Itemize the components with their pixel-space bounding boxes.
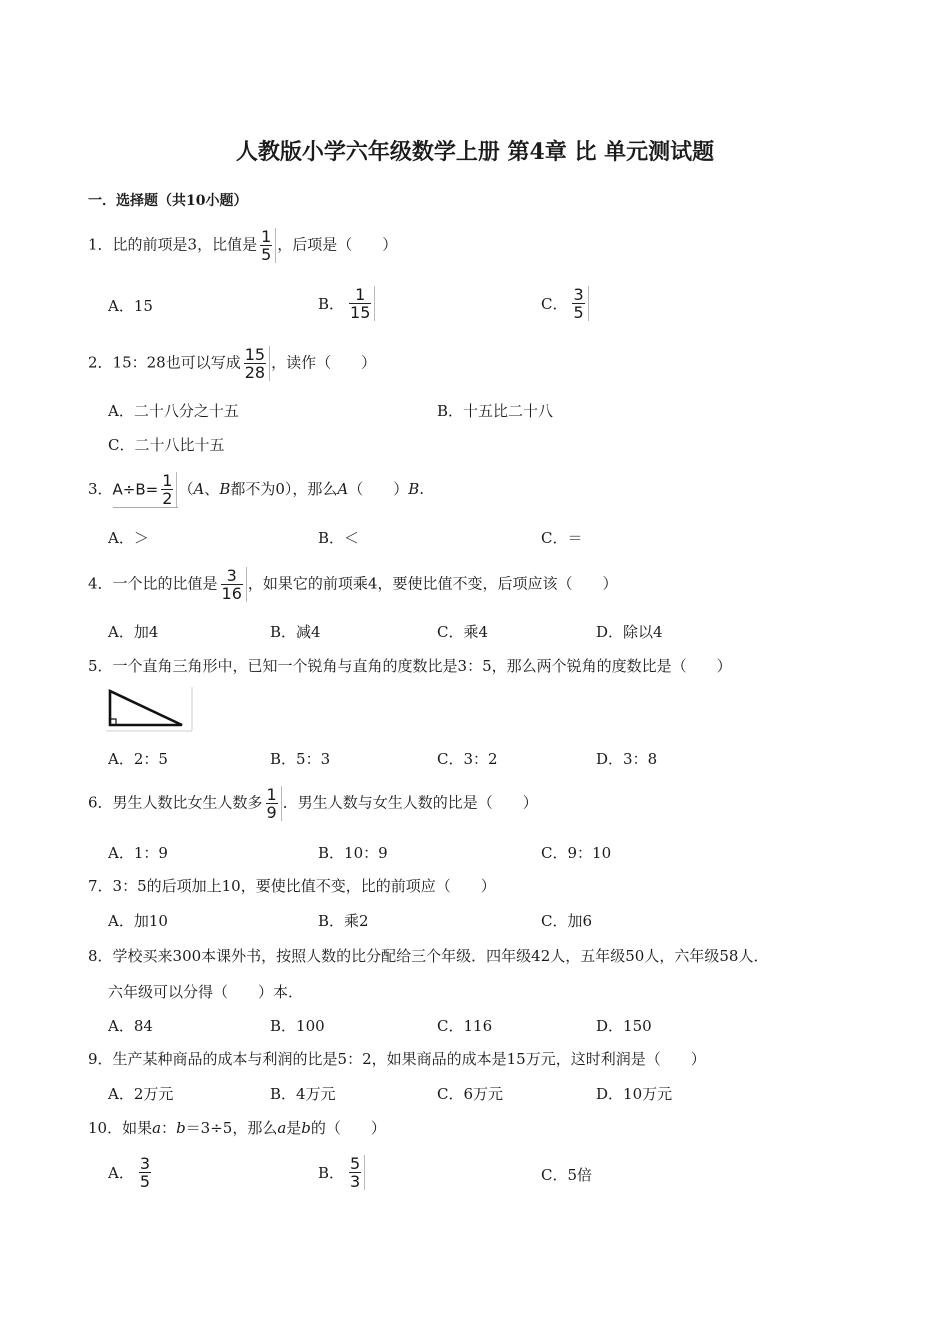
question-6 [88, 786, 538, 821]
q3-eq-lhs: A÷B= [112, 480, 159, 499]
q1-b-label: B． [318, 294, 345, 313]
q3-frac-num: 1 [162, 471, 173, 490]
q10-a-num: 3 [139, 1154, 151, 1173]
q1-option-b[interactable] [318, 286, 376, 321]
q7-option-a[interactable]: A．加10 [108, 912, 168, 930]
page-title: 人教版小学六年级数学上册 第4章 比 单元测试题 [235, 139, 715, 165]
question-5: 5．一个直角三角形中，已知一个锐角与直角的度数比是3：5，那么两个锐角的度数比是（ ） [88, 657, 732, 675]
right-triangle-figure [106, 687, 194, 733]
q10-a-fraction [137, 1155, 154, 1190]
q5-option-c[interactable]: C．3：2 [437, 750, 498, 768]
q1-a-label: A． [108, 297, 134, 315]
q3-frac-den: 2 [162, 489, 173, 508]
q4-option-b[interactable]: B．减4 [270, 623, 321, 641]
q9-option-a[interactable]: A．2万元 [108, 1085, 174, 1103]
q9-option-b[interactable]: B．4万元 [270, 1085, 336, 1103]
q2-stem-fraction [242, 346, 270, 381]
q5-option-b[interactable]: B．5：3 [270, 750, 331, 768]
q10-b-label: B． [318, 1163, 345, 1182]
q3-option-b[interactable]: B．＜ [318, 529, 360, 547]
q8-option-c[interactable]: C．116 [437, 1017, 493, 1035]
q1-option-a[interactable] [108, 296, 153, 316]
q10-a-label: A． [108, 1163, 134, 1182]
q10-number: 10．如果 [88, 1119, 153, 1137]
q1-c-label: C． [541, 294, 568, 313]
q6-frac-den: 9 [266, 803, 277, 822]
q6-option-b[interactable]: B．10：9 [318, 844, 388, 862]
q6-stem-fraction [264, 786, 282, 821]
q4-stem-pre: 4．一个比的比值是 [88, 574, 218, 593]
q3-number: 3． [88, 480, 113, 498]
q10-is: 是 [286, 1119, 302, 1137]
q4-option-a[interactable]: A．加4 [108, 623, 159, 641]
q1-frac-num: 1 [261, 227, 272, 246]
q10-option-a[interactable] [108, 1155, 155, 1190]
q8-option-b[interactable]: B．100 [270, 1017, 325, 1035]
q1-c-den: 5 [573, 303, 584, 322]
q8-option-d[interactable]: D．150 [596, 1017, 652, 1035]
q3-option-c[interactable]: C．＝ [541, 529, 583, 547]
q6-frac-num: 1 [266, 785, 277, 804]
q2-frac-den: 28 [244, 363, 266, 382]
q3-var-a: A [193, 480, 205, 498]
q1-option-c[interactable] [541, 286, 590, 321]
q10-option-b[interactable] [318, 1155, 366, 1190]
q3-option-a[interactable]: A．＞ [108, 529, 149, 547]
q1-frac-den: 5 [261, 245, 272, 264]
q10-var-a: a [152, 1119, 162, 1137]
q4-option-d[interactable]: D．除以4 [596, 623, 663, 641]
q6-stem-pre: 6．男生人数比女生人数多 [88, 793, 263, 812]
q3-condition: 都不为0），那么 [230, 480, 338, 498]
q10-post: 的（ ） [310, 1119, 386, 1137]
q1-stem-post: ，后项是（ ） [277, 235, 398, 254]
q10-a-den: 5 [139, 1172, 151, 1191]
q10-var-a2: a [277, 1119, 287, 1137]
q4-stem-post: ，如果它的前项乘4，要使比值不变，后项应该（ ） [247, 574, 618, 593]
q3-blank: （ ） [348, 480, 409, 498]
q10-var-b2: b [301, 1119, 311, 1137]
q6-option-c[interactable]: C．9：10 [541, 844, 612, 862]
q2-frac-num: 15 [244, 345, 266, 364]
q1-stem-pre: 1．比的前项是3，比值是 [88, 235, 258, 254]
question-10 [88, 1118, 386, 1138]
question-8-line-2: 六年级可以分得（ ）本． [108, 983, 304, 1001]
question-3 [88, 472, 424, 508]
question-8-line-1: 8．学校买来300本课外书，按照人数的比分配给三个年级．四年级42人，五年级50人，六年级58人． [88, 947, 769, 965]
q3-eq-fraction [159, 472, 177, 507]
q3-equation [113, 472, 179, 508]
question-9: 9．生产某种商品的成本与利润的比是5：2，如果商品的成本是15万元，这时利润是（ ） [88, 1050, 706, 1068]
section-heading: 一．选择题（共10小题） [88, 193, 248, 209]
q4-option-c[interactable]: C．乘4 [437, 623, 489, 641]
q10-c-text: 5倍 [567, 1166, 593, 1184]
q1-stem-fraction [258, 228, 276, 263]
question-1 [88, 228, 397, 263]
q3-end: . [419, 480, 425, 498]
q2-option-b[interactable]: B．十五比二十八 [437, 402, 554, 420]
q7-option-b[interactable]: B．乘2 [318, 912, 369, 930]
q1-c-num: 3 [573, 285, 584, 304]
q3-var-a2: A [337, 480, 349, 498]
q7-option-c[interactable]: C．加6 [541, 912, 593, 930]
q4-frac-den: 16 [221, 584, 242, 603]
q10-b-num: 5 [350, 1154, 361, 1173]
q10-b-fraction [347, 1155, 365, 1190]
q1-a-text: 15 [133, 297, 153, 315]
q9-option-c[interactable]: C．6万元 [437, 1085, 504, 1103]
q1-c-fraction [570, 286, 588, 321]
question-2 [88, 346, 376, 381]
q4-stem-fraction [219, 567, 247, 602]
q1-b-den: 15 [350, 303, 371, 322]
q5-option-a[interactable]: A．2：5 [108, 750, 168, 768]
q2-option-c[interactable]: C．二十八比十五 [108, 436, 225, 454]
q3-var-b: B [219, 480, 231, 498]
q3-paren: （ [178, 480, 194, 498]
q10-var-b: b [176, 1119, 186, 1137]
q3-sep: 、 [204, 480, 220, 498]
q6-option-a[interactable]: A．1：9 [108, 844, 168, 862]
question-7: 7．3：5的后项加上10，要使比值不变，比的前项应（ ） [88, 877, 496, 895]
q5-option-d[interactable]: D．3：8 [596, 750, 658, 768]
q10-c-label: C． [541, 1166, 568, 1184]
q1-b-fraction [347, 286, 375, 321]
q10-eq: ＝3÷5，那么 [185, 1119, 278, 1137]
q6-stem-post: ．男生人数与女生人数的比是（ ） [282, 793, 538, 812]
q8-option-a[interactable]: A．84 [108, 1017, 153, 1035]
q2-option-a[interactable]: A．二十八分之十五 [108, 402, 239, 420]
q10-option-c[interactable] [541, 1165, 592, 1185]
q2-stem-pre: 2．15：28也可以写成 [88, 353, 241, 372]
q10-b-den: 3 [350, 1172, 361, 1191]
question-4 [88, 567, 617, 602]
triangle-shape [110, 691, 182, 725]
q3-var-b2: B [408, 480, 420, 498]
q2-stem-post: ，读作（ ） [271, 353, 377, 372]
q9-option-d[interactable]: D．10万元 [596, 1085, 673, 1103]
q4-frac-num: 3 [221, 567, 243, 585]
q1-b-num: 1 [349, 286, 371, 304]
q10-colon: ： [161, 1119, 177, 1137]
